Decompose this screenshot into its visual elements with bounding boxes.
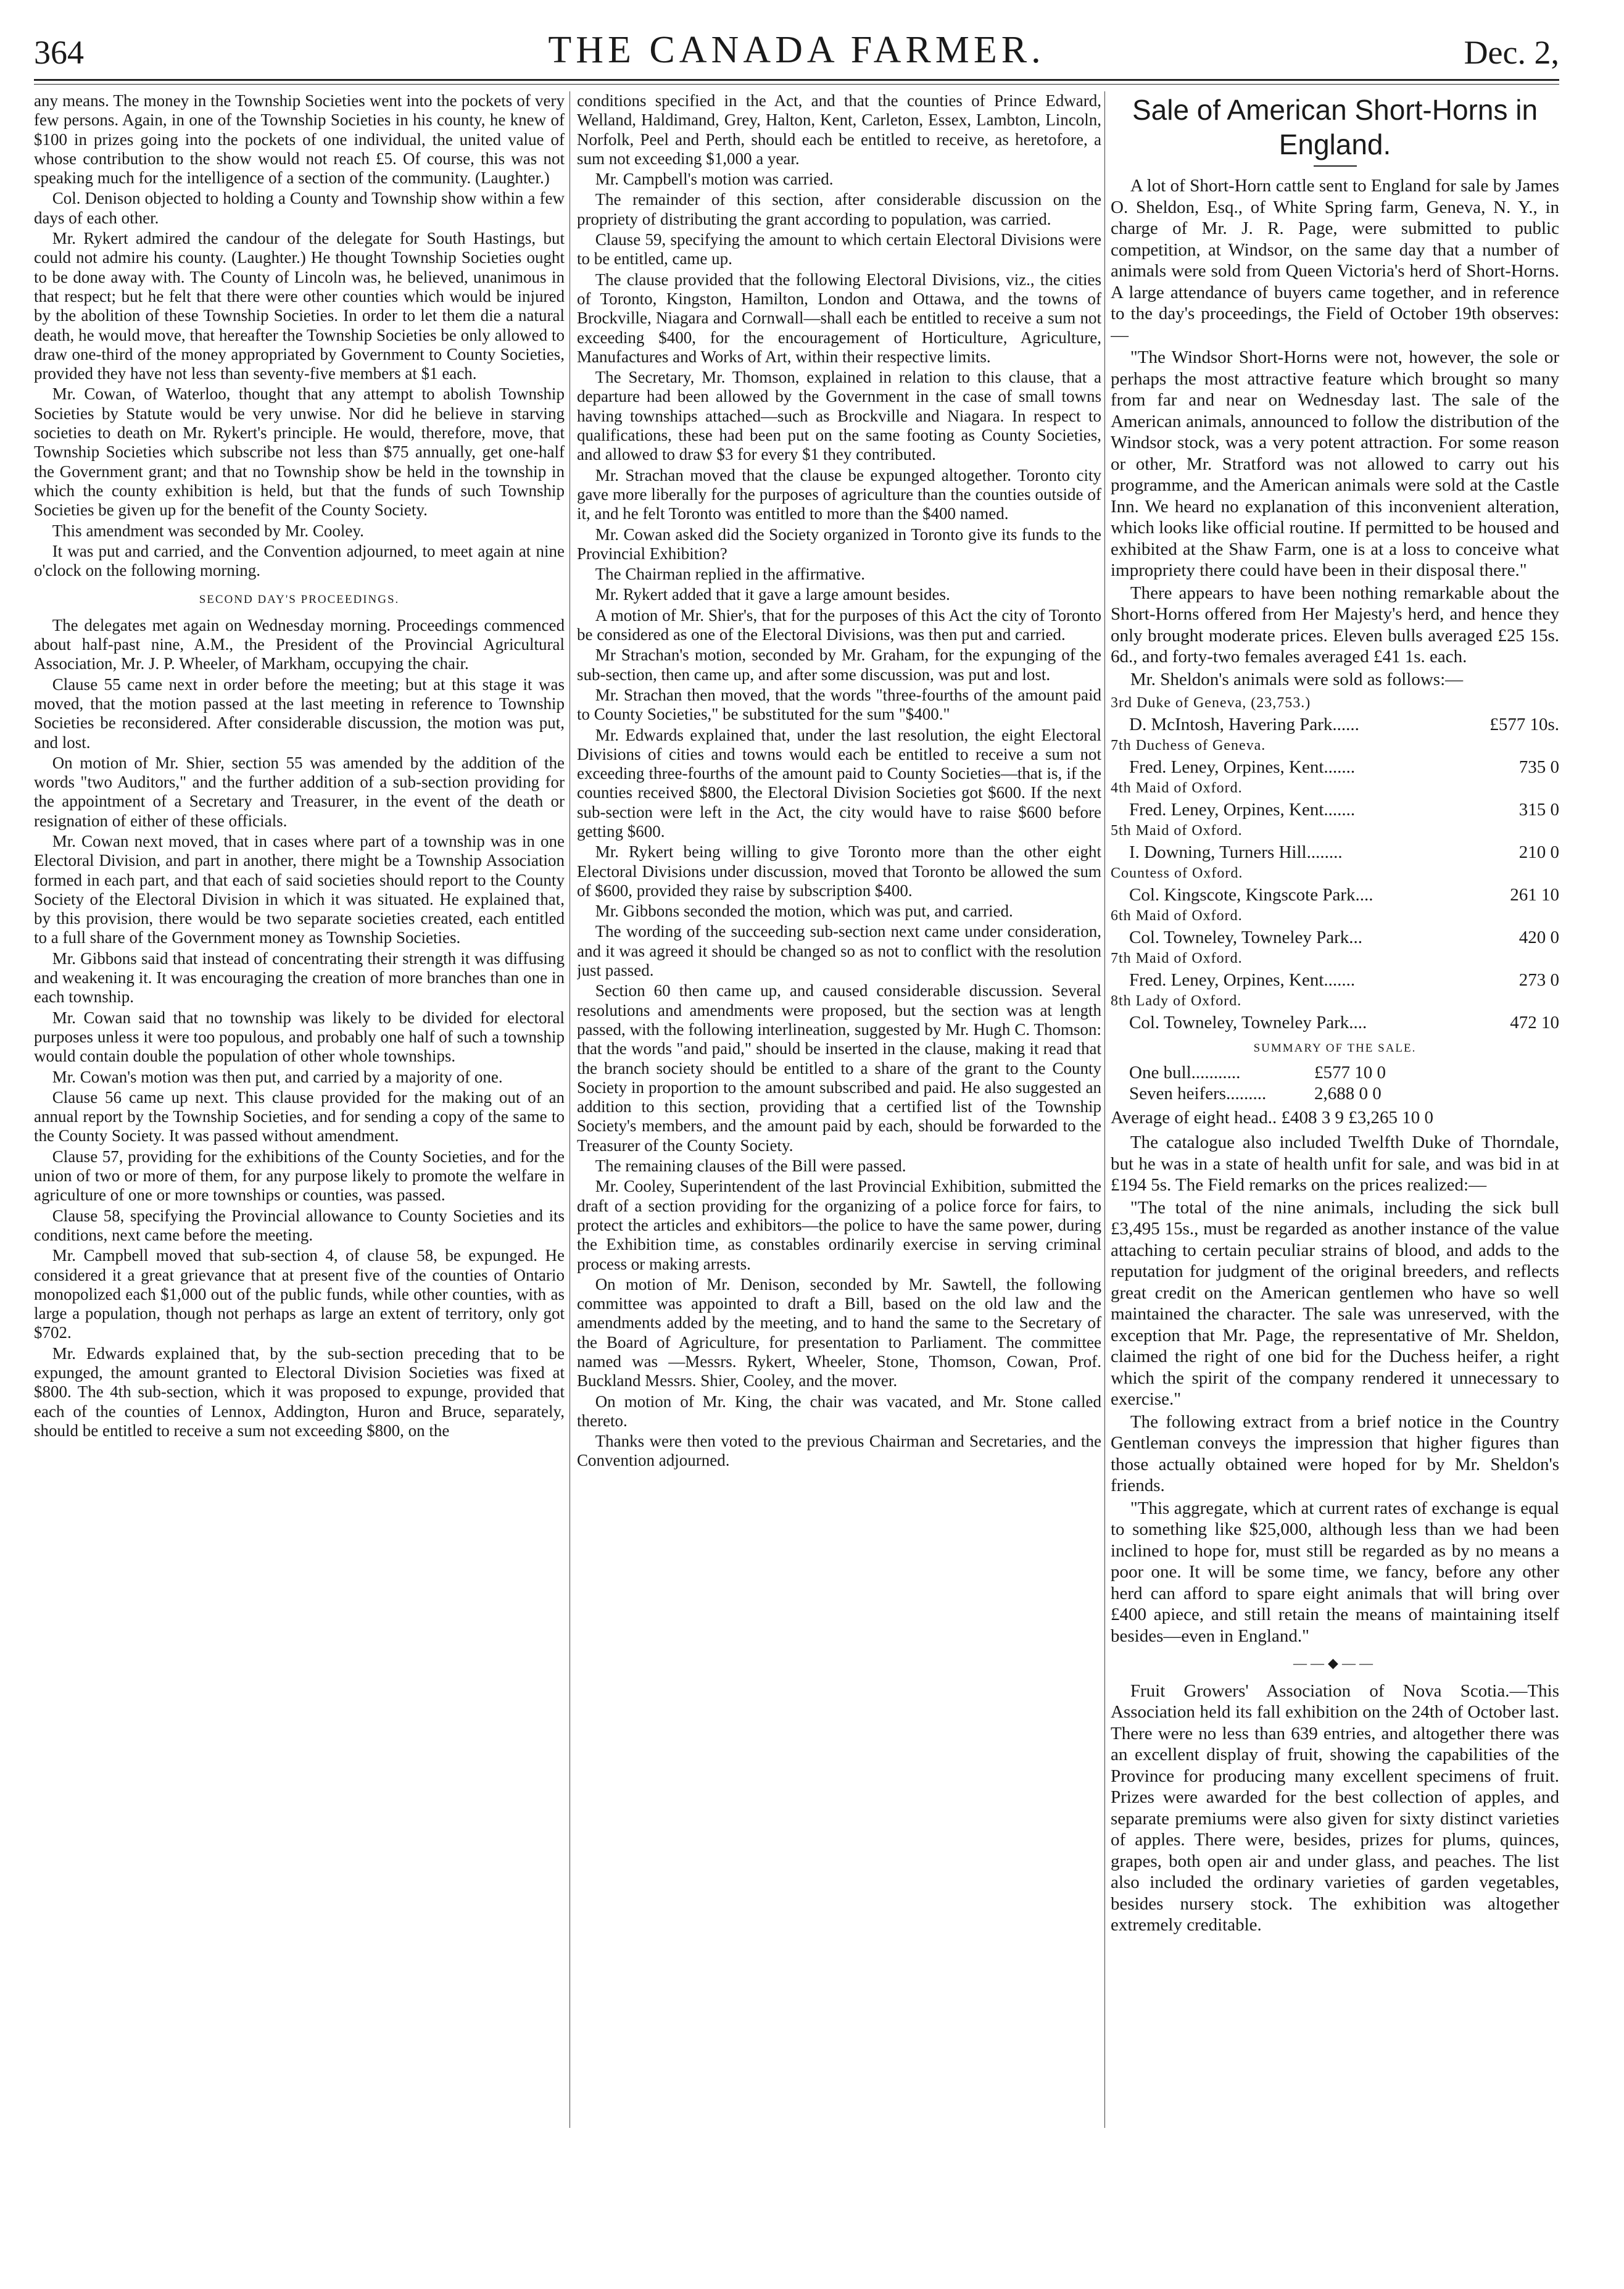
paragraph: Mr. Campbell's motion was carried. bbox=[595, 170, 834, 189]
paragraph: Mr. Cowan, of Waterloo, thought that any attempt to abolish Township Societies by Statute would be very unwise. Nor did he believe in starving societies to death on Mr. Rykert's principle. He would, therefore, move, that Township Societies which subscribe not less than $75 annually, get one-half the Government grant; and that no Township show be held in the township in which the county exhibition is held, but that the funds of such Township Societies be given up for the benefit of the County Society. bbox=[34, 384, 565, 520]
paragraph: This amendment was seconded by Mr. Cooley. bbox=[52, 521, 364, 540]
article-title: Sale of American Short-Horns in England. bbox=[1132, 94, 1538, 160]
summary-row bbox=[1111, 1083, 1559, 1105]
paragraph: Mr. Gibbons seconded the motion, which was put, and carried. bbox=[595, 902, 1013, 921]
lot-entry bbox=[1111, 820, 1559, 863]
paragraph: Mr. Cowan said that no township was likely to be divided for electoral purposes unless it were too populous, and probably one half of such a township would contain double the population of other whole townships. bbox=[34, 1008, 565, 1066]
column-divider bbox=[1104, 91, 1105, 2128]
paragraph: Mr. Cowan asked did the Society organized in Toronto give its funds to the Provincial Exhibition? bbox=[577, 525, 1101, 563]
paragraph: On motion of Mr. Shier, section 55 was amended by the addition of the words "two Auditors," and the further addition of a sub-section providing for the appointment of a Secretary and Treasurer, in the event of the death or resignation of either of these officials. bbox=[34, 753, 565, 830]
lot-entry bbox=[1111, 991, 1559, 1033]
paragraph: Mr. Cowan's motion was then put, and carried by a majority of one. bbox=[52, 1067, 503, 1086]
paragraph: Mr. Edwards explained that, by the sub-section preceding that to be expunged, the amount granted to Electoral Division Societies was fixed at $800. The 4th sub-section, which it was proposed to expunge, provided that each of the counties of Lennox, Addington, Huron and Bruce, separately, should be entitled to receive a sum not exceeding $800, on the bbox=[34, 1344, 565, 1440]
lot-buyer: Fred. Leney, Orpines, Kent....... bbox=[1129, 799, 1356, 820]
lot-name: 3rd Duke of Geneva, (23,753.) bbox=[1111, 695, 1311, 711]
paragraph: conditions specified in the Act, and that the counties of Prince Edward, Welland, Haldimand, Grey, Halton, Kent, Carleton, Essex, Lambton, Lincoln, Norfolk, Peel and Perth, should each be entitled to receive, as heretofore, a sum not exceeding $1,000 a year. bbox=[577, 91, 1101, 168]
paragraph: Mr. Cowan next moved, that in cases where part of a township was in one Electoral Division, and part in another, there might be a Township Association formed in each part, and that each of said societies should report to the County Society of the Electoral Division in which it was situated. He explained that, by this provision, there would be two separate societies created, each entitled to a full share of the Government money as Township Societies. bbox=[34, 831, 565, 947]
lot-name: Countess of Oxford. bbox=[1111, 865, 1243, 881]
quote-paragraph: "The Windsor Short-Horns were not, however, the sole or perhaps the most attractive feature which brought so many from far and near on Wednesday last. The sale of the American animals, announced to follow the distribution of the Windsor stock, was a very potent attraction. For some reason or other, Mr. Stratford was not allowed to carry out his programme, and the American animals were sold at the Castle Inn. We heard no explanation of this inconvenient alteration, which looks like official routine. If permitted to be housed and exhibited at the Shaw Farm, one is at a loss to conceive what impropriety there could have been in their disposal there." bbox=[1111, 347, 1559, 580]
lot-buyer: D. McIntosh, Havering Park...... bbox=[1129, 714, 1359, 734]
paragraph: Mr. Campbell moved that sub-section 4, of clause 58, be expunged. He considered it a great grievance that at present five of the counties of Ontario monopolized each $1,000 out of the public funds, while other counties, with as large a population, though not perhaps as large an extent of territory, only got $702. bbox=[34, 1246, 565, 1342]
paragraph: Mr. Edwards explained that, under the last resolution, the eight Electoral Divisions of cities and towns would each be entitled to receive a sum not exceeding three-fourths of the amount paid to County Societies—that is, if the counties received $800, the Electoral Division Societies got $600. If the next sub-section were left in the Act, the city would have to raise $600 before getting $600. bbox=[577, 725, 1101, 841]
lot-name: 4th Maid of Oxford. bbox=[1111, 780, 1243, 796]
paragraph: A motion of Mr. Shier's, that for the purposes of this Act the city of Toronto be considered as one of the Electoral Divisions, was then put and carried. bbox=[577, 605, 1101, 644]
lot-amount: 472 10 bbox=[1510, 1012, 1559, 1032]
paragraph: Clause 59, specifying the amount to which certain Electoral Divisions were to be entitled, came up. bbox=[577, 230, 1101, 268]
paragraph: Mr. Gibbons said that instead of concentrating their strength it was diffusing and weakening it. It was encouraging the creation of more branches than one in each township. bbox=[34, 949, 565, 1007]
summary-label: One bull........... bbox=[1129, 1062, 1241, 1082]
paragraph: Mr. Rykert being willing to give Toronto more than the other eight Electoral Divisions under discussion, moved that Toronto be allowed the sum of $600, provided they raise by subscription $400. bbox=[577, 842, 1101, 900]
paragraph: Mr Strachan's motion, seconded by Mr. Graham, for the expunging of the sub-section, then came up, and after some discussion, was put and lost. bbox=[577, 646, 1101, 684]
lot-amount: 261 10 bbox=[1510, 884, 1559, 905]
paragraph: There appears to have been nothing remarkable about the Short-Horns offered from Her Majesty's herd, and hence they only brought moderate prices. Eleven bulls averaged £25 15s. 6d., and forty-two females averaged £41 1s. each. bbox=[1111, 583, 1559, 667]
summary-amount: 2,688 0 0 bbox=[1314, 1084, 1382, 1103]
paragraph: Mr. Rykert admired the candour of the delegate for South Hastings, but could not admire his county. (Laughter.) He thought Township Societies ought to be done away with. The County of Lincoln was, he believed, unanimous in that respect; but he felt that there were other counties which would be injured by the abolition of these Township Societies. In order to let them die a natural death, he would move, that hereafter the Township Societies be only allowed to draw one-third of the money appropriated by Government to County Societies, provided they have not less than seventy-five members at $1 each. bbox=[34, 229, 565, 383]
column-1 bbox=[34, 91, 565, 2128]
lot-entry bbox=[1111, 778, 1559, 820]
lot-name: 7th Maid of Oxford. bbox=[1111, 950, 1243, 966]
paragraph: The clause provided that the following Electoral Divisions, viz., the cities of Toronto, Kingston, Hamilton, London and Ottawa, and the towns of Brockville, Niagara and Cornwall—shall each be entitled to receive a sum not exceeding $400, for the encouragement of Horticulture, Agriculture, Manufactures and Works of Art, within their respective limits. bbox=[577, 270, 1101, 366]
summary-row bbox=[1111, 1062, 1559, 1084]
lot-entry bbox=[1111, 863, 1559, 905]
column-3 bbox=[1111, 91, 1559, 2128]
paragraph: Clause 58, specifying the Provincial allowance to County Societies and its conditions, next came before the meeting. bbox=[34, 1206, 565, 1244]
lot-buyer: Fred. Leney, Orpines, Kent....... bbox=[1129, 757, 1356, 777]
paragraph: On motion of Mr. Denison, seconded by Mr. Sawtell, the following committee was appointed to draft a Bill, based on the old law and the amendments added by the meeting, and to hand the same to the Secretary of the Board of Agriculture, for presentation to Parliament. The committee named was —Messrs. Rykert, Wheeler, Stone, Thomson, Cowan, Prof. Buckland Messrs. Shier, Cooley, and the mover. bbox=[577, 1274, 1101, 1390]
sale-list bbox=[1111, 692, 1559, 1033]
quote-paragraph: "This aggregate, which at current rates of exchange is equal to something like $25,000, although less than we had been inclined to hope for, must still be regarded as by no means a poor one. It will be some time, we fancy, before any other herd can afford to spare eight animals that will bring over £400 apiece, and still retain the means of maintaining itself besides—even in England." bbox=[1111, 1498, 1559, 1646]
paragraph: On motion of Mr. King, the chair was vacated, and Mr. Stone called thereto. bbox=[577, 1392, 1101, 1430]
lot-entry bbox=[1111, 948, 1559, 991]
paragraph: Mr. Rykert added that it gave a large amount besides. bbox=[595, 585, 950, 604]
column-2 bbox=[577, 91, 1101, 2128]
lot-buyer: I. Downing, Turners Hill........ bbox=[1129, 842, 1343, 862]
average-row: Average of eight head.. £408 3 9 £3,265 10 0 bbox=[1111, 1107, 1433, 1128]
fruit-growers-paragraph: Fruit Growers' Association of Nova Scotia.—This Association held its fall exhibition on the 24th of October last. There were no less than 639 entries, and altogether there was an excellent display of fruit, showing the capabilities of the Province for producing many excellent specimens of fruit. Prizes were awarded for the best collection of apples, and separate premiums were also given for sixty distinct varieties of apples. There were, besides, prizes for plums, quinces, grapes, both open air and under glass, and peaches. The list also included the ordinary varieties of garden vegetables, besides nursery stock. The exhibition was altogether extremely creditable. bbox=[1111, 1680, 1559, 1935]
lot-amount: 420 0 bbox=[1518, 927, 1559, 947]
lot-amount: 735 0 bbox=[1518, 757, 1559, 777]
lot-amount: 315 0 bbox=[1518, 799, 1559, 820]
paragraph: Mr. Sheldon's animals were sold as follows:— bbox=[1130, 669, 1464, 689]
lot-name: 6th Maid of Oxford. bbox=[1111, 908, 1243, 924]
lot-entry bbox=[1111, 905, 1559, 948]
lot-amount: 210 0 bbox=[1518, 842, 1559, 862]
paragraph: The Secretary, Mr. Thomson, explained in relation to this clause, that a departure had been allowed by the Government in the case of small towns having townships attached—such as Brockville and Niagara. In respect to qualifications, these had been put on the same footing as County Societies, and allowed to draw $3 for every $1 they contributed. bbox=[577, 368, 1101, 464]
paragraph: Clause 56 came up next. This clause provided for the making out of an annual report by the Township Societies, and for sending a copy of the same to the County Society. It was passed without amendment. bbox=[34, 1087, 565, 1145]
paragraph: Clause 57, providing for the exhibitions of the County Societies, and for the union of two or more of them, for any purpose likely to promote the welfare in agriculture of one or more townships or counties, was passed. bbox=[34, 1147, 565, 1205]
paragraph: Mr. Cooley, Superintendent of the last Provincial Exhibition, submitted the draft of a section providing for the organizing of a police force for fairs, to protect the articles and exhibitors—the police to have the same power, during the Exhibition time, as constables ordinarily exercise in serving criminal process or making arrests. bbox=[577, 1177, 1101, 1273]
lot-name: 5th Maid of Oxford. bbox=[1111, 823, 1243, 839]
paragraph: Clause 55 came next in order before the meeting; but at this stage it was moved, that the motion passed at the last meeting in reference to Township Societies be reconsidered. After considerable discussion, the motion was put, and lost. bbox=[34, 675, 565, 752]
paragraph: It was put and carried, and the Convention adjourned, to meet again at nine o'clock on the following morning. bbox=[34, 541, 565, 580]
lot-entry bbox=[1111, 692, 1559, 735]
quote-paragraph: "The total of the nine animals, including the sick bull £3,495 15s., must be regarded as another instance of the value attaching to certain peculiar strains of blood, and adds to the reputation for judgment of the original breeders, and reflects great credit on the American gentlemen who have so well maintained the character. The sale was unreserved, with the exception that Mr. Page, the representative of Mr. Sheldon, claimed the right of one bid for the Duchess heifer, a right which the spirit of the company rendered it unnecessary to exercise." bbox=[1111, 1197, 1559, 1409]
lot-amount: 273 0 bbox=[1518, 970, 1559, 990]
paragraph: The remainder of this section, after considerable discussion on the propriety of distributing the grant according to population, was carried. bbox=[577, 190, 1101, 228]
newspaper-title: THE CANADA FARMER. bbox=[548, 29, 1045, 71]
paragraph: The remaining clauses of the Bill were passed. bbox=[595, 1157, 906, 1176]
lot-name: 7th Duchess of Geneva. bbox=[1111, 737, 1266, 754]
paragraph: Mr. Strachan moved that the clause be expunged altogether. Toronto city gave more liberally for the purposes of agriculture than the counties outside of it, and he felt Toronto was entitled to more than the $400 named. bbox=[577, 465, 1101, 523]
paragraph: Col. Denison objected to holding a County and Township show within a few days of each other. bbox=[34, 189, 565, 227]
paragraph: Mr. Strachan then moved, that the words "three-fourths of the amount paid to County Societies," be substituted for the sum "$400." bbox=[577, 685, 1101, 724]
section-ornament: ——◆—— bbox=[1293, 1655, 1377, 1671]
summary-amount: £577 10 0 bbox=[1314, 1062, 1386, 1082]
page-number: 364 bbox=[34, 34, 84, 71]
paragraph: any means. The money in the Township Societies went into the pockets of very few persons. Again, in one of the Township Societies in his county, he knew of $100 in prizes going into the pockets of one individual, the united value of whose contribution to the show would not reach £5. Of course, this was not speaking much for the intelligence of a section of the community. (Laughter.) bbox=[34, 91, 565, 188]
lot-buyer: Col. Towneley, Towneley Park.... bbox=[1129, 1012, 1367, 1032]
masthead bbox=[34, 25, 1559, 86]
paragraph: Section 60 then came up, and caused considerable discussion. Several resolutions and amendments were proposed, but the section was at length passed, with the following interlineation, suggested by Mr. Hugh C. Thomson: that the words "and paid," should be inserted in the clause, making it read that the branch society should be entitled to a share of the grant to the County Society in proportion to the amount subscribed and paid. He also suggested an addition to this section, providing that a certified list of the Township Society's members, and the amount paid by each, should be forwarded to the Treasurer of the County Society. bbox=[577, 981, 1101, 1155]
lot-buyer: Fred. Leney, Orpines, Kent....... bbox=[1129, 970, 1356, 990]
summary-heading: SUMMARY OF THE SALE. bbox=[1253, 1042, 1417, 1055]
title-rule bbox=[1314, 165, 1357, 167]
paragraph: The delegates met again on Wednesday morning. Proceedings commenced about half-past nine, A.M., the President of the Provincial Agricultural Association, Mr. J. P. Wheeler, of Markham, occupying the chair. bbox=[34, 615, 565, 673]
issue-date: Dec. 2, bbox=[1464, 34, 1559, 71]
summary-label: Seven heifers......... bbox=[1129, 1084, 1267, 1103]
lot-entry bbox=[1111, 735, 1559, 778]
paragraph: The catalogue also included Twelfth Duke of Thorndale, but he was in a state of health unfit for sale, and was bid in at £194 5s. The Field remarks on the prices realized:— bbox=[1111, 1132, 1559, 1195]
lot-name: 8th Lady of Oxford. bbox=[1111, 993, 1242, 1009]
lot-buyer: Col. Towneley, Towneley Park... bbox=[1129, 927, 1362, 947]
paragraph: The Chairman replied in the affirmative. bbox=[595, 565, 866, 584]
lot-amount: £577 10s. bbox=[1489, 714, 1559, 734]
header-rule bbox=[34, 79, 1559, 81]
paragraph: The following extract from a brief notice in the Country Gentleman conveys the impression that higher figures than those actually obtained were hoped for by Mr. Sheldon's friends. bbox=[1111, 1411, 1559, 1495]
section-subhead: SECOND DAY'S PROCEEDINGS. bbox=[199, 593, 400, 607]
paragraph: Thanks were then voted to the previous Chairman and Secretaries, and the Convention adjourned. bbox=[577, 1432, 1101, 1470]
paragraph: A lot of Short-Horn cattle sent to England for sale by James O. Sheldon, Esq., of White Spring farm, Geneva, N. Y., in charge of Mr. J. R. Page, were submitted to public competition, at Windsor, on the same day that a number of animals were sold from Queen Victoria's herd of Short-Horns. A large attendance of buyers came together, and in reference to the day's proceedings, the Field of October 19th observes:— bbox=[1111, 176, 1559, 345]
lot-buyer: Col. Kingscote, Kingscote Park.... bbox=[1129, 884, 1373, 905]
paragraph: The wording of the succeeding sub-section next came under consideration, and it was agreed it should be changed so as not to conflict with the resolution just passed. bbox=[577, 922, 1101, 980]
header-rule-thin bbox=[34, 84, 1559, 85]
